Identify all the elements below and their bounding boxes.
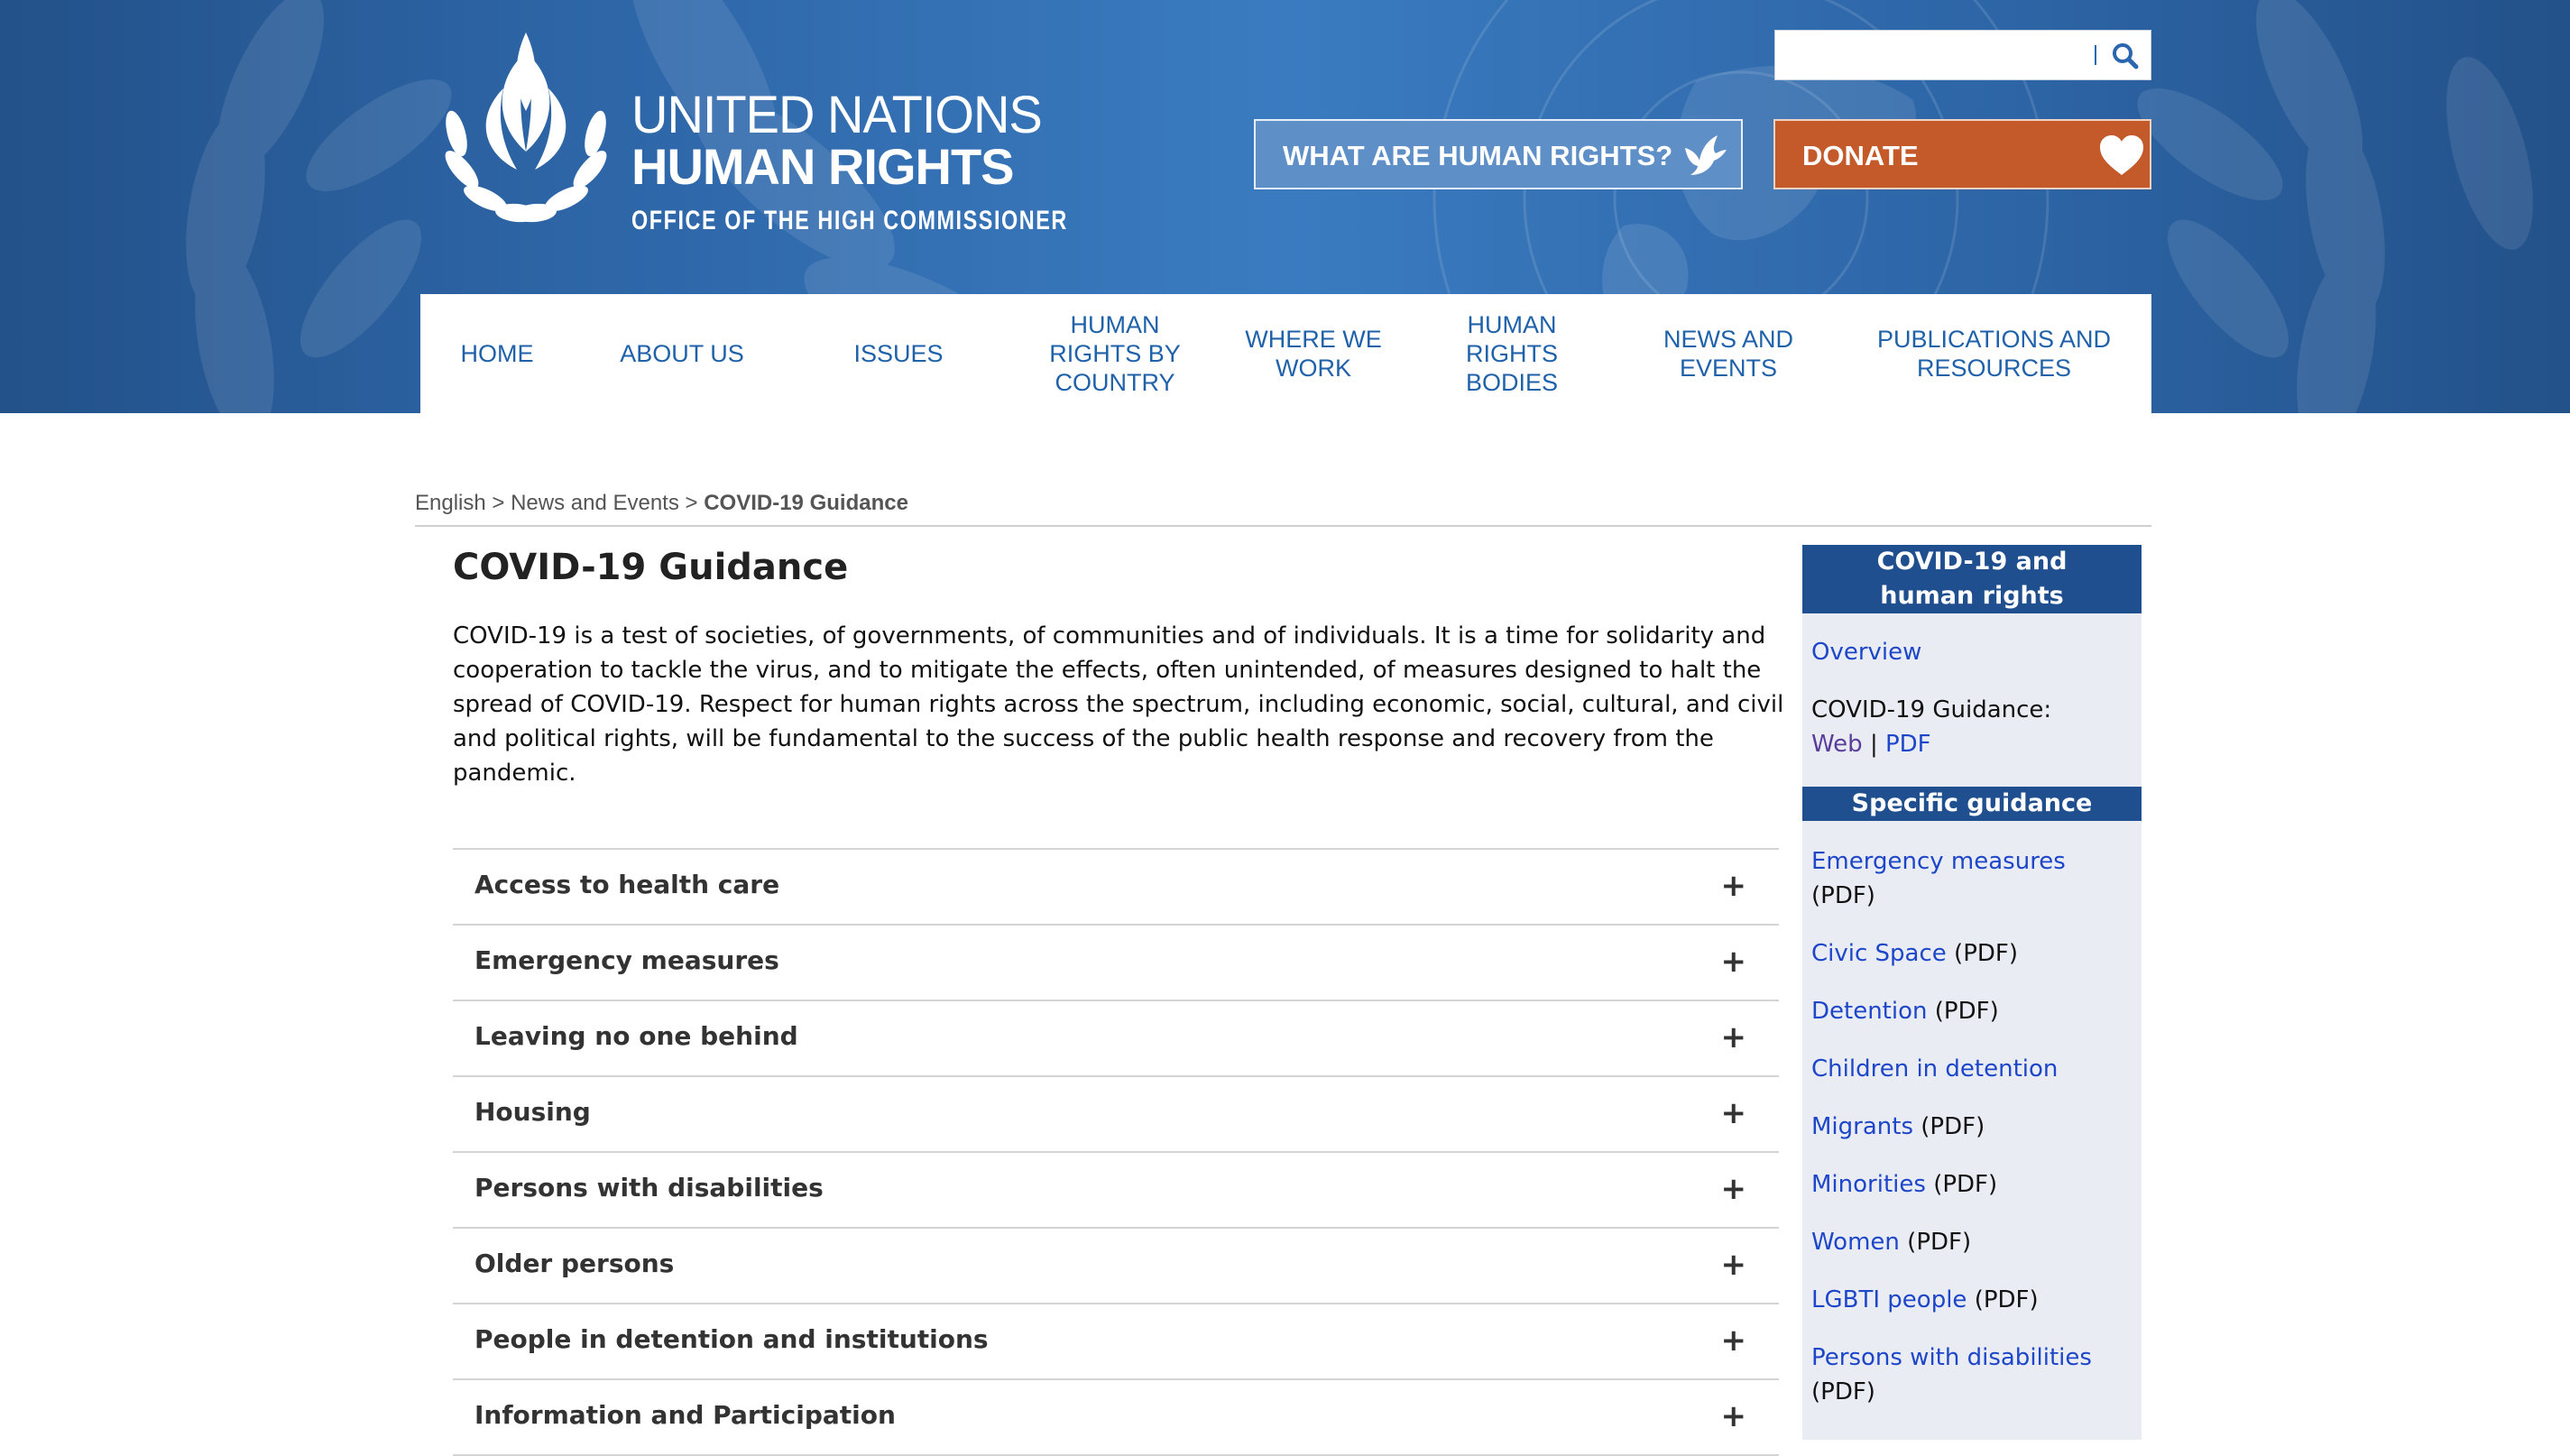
- sidebar-item-suffix: (PDF): [1933, 1171, 1998, 1198]
- accordion-label: Persons with disabilities: [474, 1173, 824, 1203]
- logo-line-united-nations: UNITED NATIONS: [631, 84, 1042, 144]
- accordion-label: Access to health care: [474, 870, 780, 899]
- sidebar-item-suffix: (PDF): [1934, 998, 1999, 1025]
- nav-issues[interactable]: ISSUES: [853, 340, 944, 367]
- guidance-accordion: [453, 848, 1779, 1456]
- breadcrumb-separator: >: [685, 491, 698, 515]
- breadcrumb-divider: [415, 525, 2151, 527]
- heart-icon: [2098, 134, 2145, 179]
- site-header: [0, 0, 2570, 413]
- breadcrumb-item-news-and-events[interactable]: News and Events: [511, 491, 679, 515]
- un-human-rights-logo[interactable]: [431, 25, 1068, 242]
- accordion-label: Information and Participation: [474, 1400, 896, 1430]
- nav-home[interactable]: HOME: [460, 340, 534, 367]
- main-navigation: [420, 294, 2151, 413]
- expand-plus-icon[interactable]: +: [1720, 1019, 1746, 1055]
- expand-plus-icon[interactable]: +: [1720, 1322, 1746, 1359]
- sidebar-link-persons-with-disabilities[interactable]: Persons with disabilities: [1811, 1344, 2092, 1371]
- un-flame-emblem-icon: [431, 25, 621, 233]
- sidebar-link-children-in-detention[interactable]: Children in detention: [1811, 1055, 2059, 1083]
- sidebar-item-suffix: (PDF): [1811, 1378, 1875, 1405]
- nav-news-and-events[interactable]: NEWS AND EVENTS: [1663, 326, 1794, 382]
- donate-label: DONATE: [1802, 140, 1919, 171]
- sidebar-item-suffix: (PDF): [1921, 1113, 1985, 1140]
- search-input[interactable]: [1781, 36, 2055, 76]
- accordion-label: People in detention and institutions: [474, 1324, 989, 1354]
- sidebar-guidance-separator: |: [1869, 731, 1878, 758]
- sidebar-item: [1811, 994, 1999, 1028]
- sidebar-item: [1811, 936, 2018, 971]
- sidebar-link-migrants[interactable]: Migrants: [1811, 1113, 1914, 1140]
- search-box: [1774, 30, 2151, 80]
- accordion-label: Emergency measures: [474, 945, 779, 975]
- intro-paragraph: COVID-19 is a test of societies, of governments, of communities and of individuals. It is a time for solidarity and cooperation to tackle the virus, and to mitigate the effects, often unintended, of measures designed to halt the spread of COVID-19. Respect for human rights across the spectrum, including economic, social, cultural, and civil and political rights, will be fundamental to the success of the public health response and recovery from the pandemic.: [453, 622, 1784, 787]
- sidebar-guidance-label: COVID-19 Guidance:: [1811, 696, 2052, 723]
- accordion-label: Housing: [474, 1097, 591, 1127]
- what-are-human-rights-button[interactable]: [1254, 119, 1743, 189]
- expand-plus-icon[interactable]: +: [1720, 1398, 1746, 1434]
- sidebar-link-emergency-measures[interactable]: Emergency measures: [1811, 848, 2066, 875]
- sidebar: [1802, 545, 2142, 1440]
- page-title: COVID-19 Guidance: [453, 547, 849, 588]
- expand-plus-icon[interactable]: +: [1720, 944, 1746, 980]
- sidebar-heading-text: COVID-19 and human rights: [1876, 548, 2068, 610]
- donate-button[interactable]: [1773, 119, 2151, 189]
- accordion-item[interactable]: [453, 926, 1779, 1001]
- sidebar-item: [1811, 1167, 1997, 1202]
- expand-plus-icon[interactable]: +: [1720, 868, 1746, 904]
- sidebar-link-overview[interactable]: Overview: [1811, 639, 1922, 666]
- sidebar-link-women[interactable]: Women: [1811, 1229, 1900, 1256]
- sidebar-item: [1811, 844, 2066, 879]
- accordion-item[interactable]: [453, 1153, 1779, 1229]
- accordion-label: Older persons: [474, 1249, 675, 1278]
- sidebar-guidance-links: [1811, 727, 1931, 761]
- sidebar-item-suffix: (PDF): [1974, 1286, 2039, 1313]
- accordion-item[interactable]: [453, 1380, 1779, 1456]
- sidebar-link-minorities[interactable]: Minorities: [1811, 1171, 1926, 1198]
- accordion-item[interactable]: [453, 850, 1779, 926]
- nav-where-we-work[interactable]: WHERE WE WORK: [1245, 326, 1382, 382]
- breadcrumb-item-english[interactable]: English: [415, 491, 486, 515]
- accordion-label: Leaving no one behind: [474, 1021, 798, 1051]
- accordion-item[interactable]: [453, 1001, 1779, 1077]
- logo-line-human-rights: HUMAN RIGHTS: [631, 138, 1014, 195]
- nav-about-us[interactable]: ABOUT US: [620, 340, 744, 367]
- what-are-human-rights-label: WHAT ARE HUMAN RIGHTS?: [1283, 140, 1673, 171]
- search-divider: [2095, 45, 2096, 65]
- sidebar-item-suffix: (PDF): [1907, 1229, 1972, 1256]
- dove-icon: [1680, 130, 1730, 180]
- sidebar-overview-row: [1811, 635, 1921, 669]
- expand-plus-icon[interactable]: +: [1720, 1171, 1746, 1207]
- breadcrumb: [415, 491, 908, 516]
- sidebar-heading-specific-guidance: Specific guidance: [1802, 787, 2142, 821]
- sidebar-item: [1811, 1225, 1971, 1259]
- sidebar-item: [1811, 1341, 2092, 1375]
- sidebar-item-suffix: (PDF): [1811, 882, 1875, 909]
- sidebar-item-suffix: (PDF): [1954, 940, 2018, 967]
- nav-human-rights-bodies[interactable]: HUMAN RIGHTS BODIES: [1465, 311, 1559, 396]
- breadcrumb-separator: >: [492, 491, 505, 515]
- sidebar-item: [1811, 1052, 2058, 1086]
- sidebar-link-guidance-web[interactable]: Web: [1811, 731, 1863, 758]
- accordion-item[interactable]: [453, 1077, 1779, 1153]
- sidebar-item: [1811, 1110, 1985, 1144]
- sidebar-link-civic-space[interactable]: Civic Space: [1811, 940, 1947, 967]
- sidebar-item: [1811, 1283, 2039, 1317]
- accordion-item[interactable]: [453, 1304, 1779, 1380]
- breadcrumb-current: COVID-19 Guidance: [704, 491, 908, 515]
- nav-human-rights-by-country[interactable]: HUMAN RIGHTS BY COUNTRY: [1049, 311, 1181, 396]
- sidebar-link-detention[interactable]: Detention: [1811, 998, 1928, 1025]
- nav-publications-and-resources[interactable]: PUBLICATIONS AND RESOURCES: [1876, 326, 2112, 382]
- search-icon[interactable]: [2105, 36, 2145, 76]
- expand-plus-icon[interactable]: +: [1720, 1247, 1746, 1283]
- sidebar-link-guidance-pdf[interactable]: PDF: [1884, 731, 1931, 758]
- expand-plus-icon[interactable]: +: [1720, 1095, 1746, 1131]
- sidebar-link-lgbti-people[interactable]: LGBTI people: [1811, 1286, 1967, 1313]
- logo-line-office: OFFICE OF THE HIGH COMMISSIONER: [631, 206, 1068, 235]
- accordion-item[interactable]: [453, 1229, 1779, 1304]
- sidebar-heading-covid-human-rights: [1802, 545, 2142, 613]
